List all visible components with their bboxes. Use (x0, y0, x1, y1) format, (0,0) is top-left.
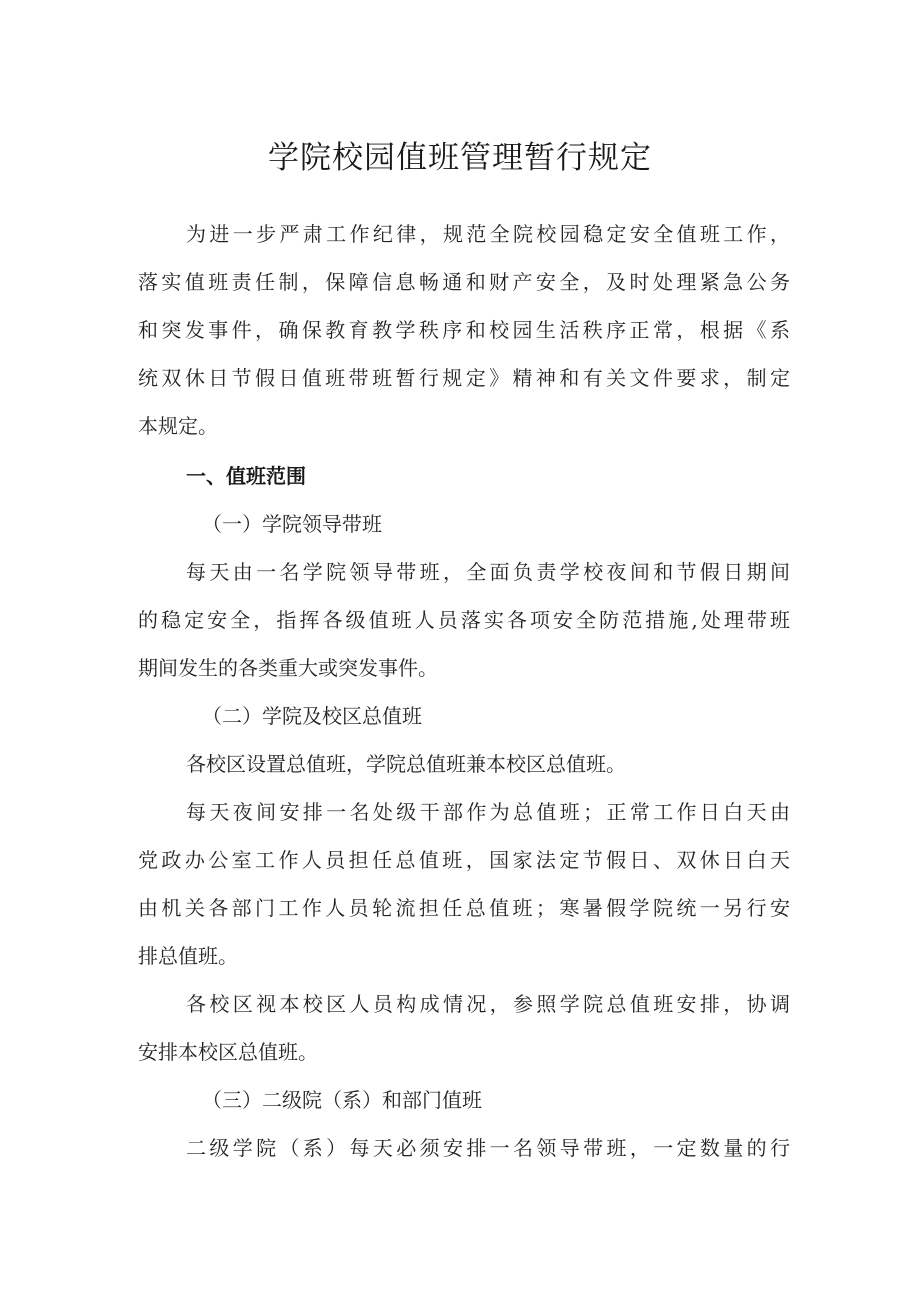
paragraph-line: 排总值班。 (138, 944, 238, 968)
paragraph-line: 由机关各部门工作人员轮流担任总值班；寒暑假学院统一另行安 (138, 896, 790, 920)
paragraph-line: 统双休日节假日值班带班暂行规定》精神和有关文件要求，制定 (138, 366, 790, 390)
subsection-title: （三）二级院（系）和部门值班 (202, 1088, 482, 1112)
paragraph-line: 期间发生的各类重大或突发事件。 (138, 656, 438, 680)
paragraph-line: 二级学院（系）每天必须安排一名领导带班，一定数量的行 (186, 1136, 790, 1160)
paragraph-line: 各校区视本校区人员构成情况，参照学院总值班安排，协调 (186, 992, 790, 1016)
paragraph-line: 每天由一名学院领导带班，全面负责学校夜间和节假日期间 (186, 560, 790, 584)
paragraph-line: 落实值班责任制，保障信息畅通和财产安全，及时处理紧急公务 (138, 270, 790, 294)
paragraph-line: 安排本校区总值班。 (138, 1040, 318, 1064)
paragraph-line: 本规定。 (138, 414, 218, 438)
paragraph-line: 各校区设置总值班，学院总值班兼本校区总值班。 (186, 752, 626, 776)
section-heading: 一、值班范围 (186, 464, 306, 488)
document-title: 学院校园值班管理暂行规定 (268, 140, 652, 176)
subsection-title: （一）学院领导带班 (202, 512, 382, 536)
paragraph-line: 党政办公室工作人员担任总值班，国家法定节假日、双休日白天 (138, 848, 790, 872)
paragraph-line: 和突发事件，确保教育教学秩序和校园生活秩序正常，根据《系 (138, 318, 790, 342)
paragraph-line: 的稳定安全，指挥各级值班人员落实各项安全防范措施,处理带班 (138, 608, 790, 632)
subsection-title: （二）学院及校区总值班 (202, 704, 422, 728)
paragraph-line: 每天夜间安排一名处级干部作为总值班；正常工作日白天由 (186, 800, 790, 824)
paragraph-line: 为进一步严肃工作纪律，规范全院校园稳定安全值班工作， (186, 222, 790, 246)
